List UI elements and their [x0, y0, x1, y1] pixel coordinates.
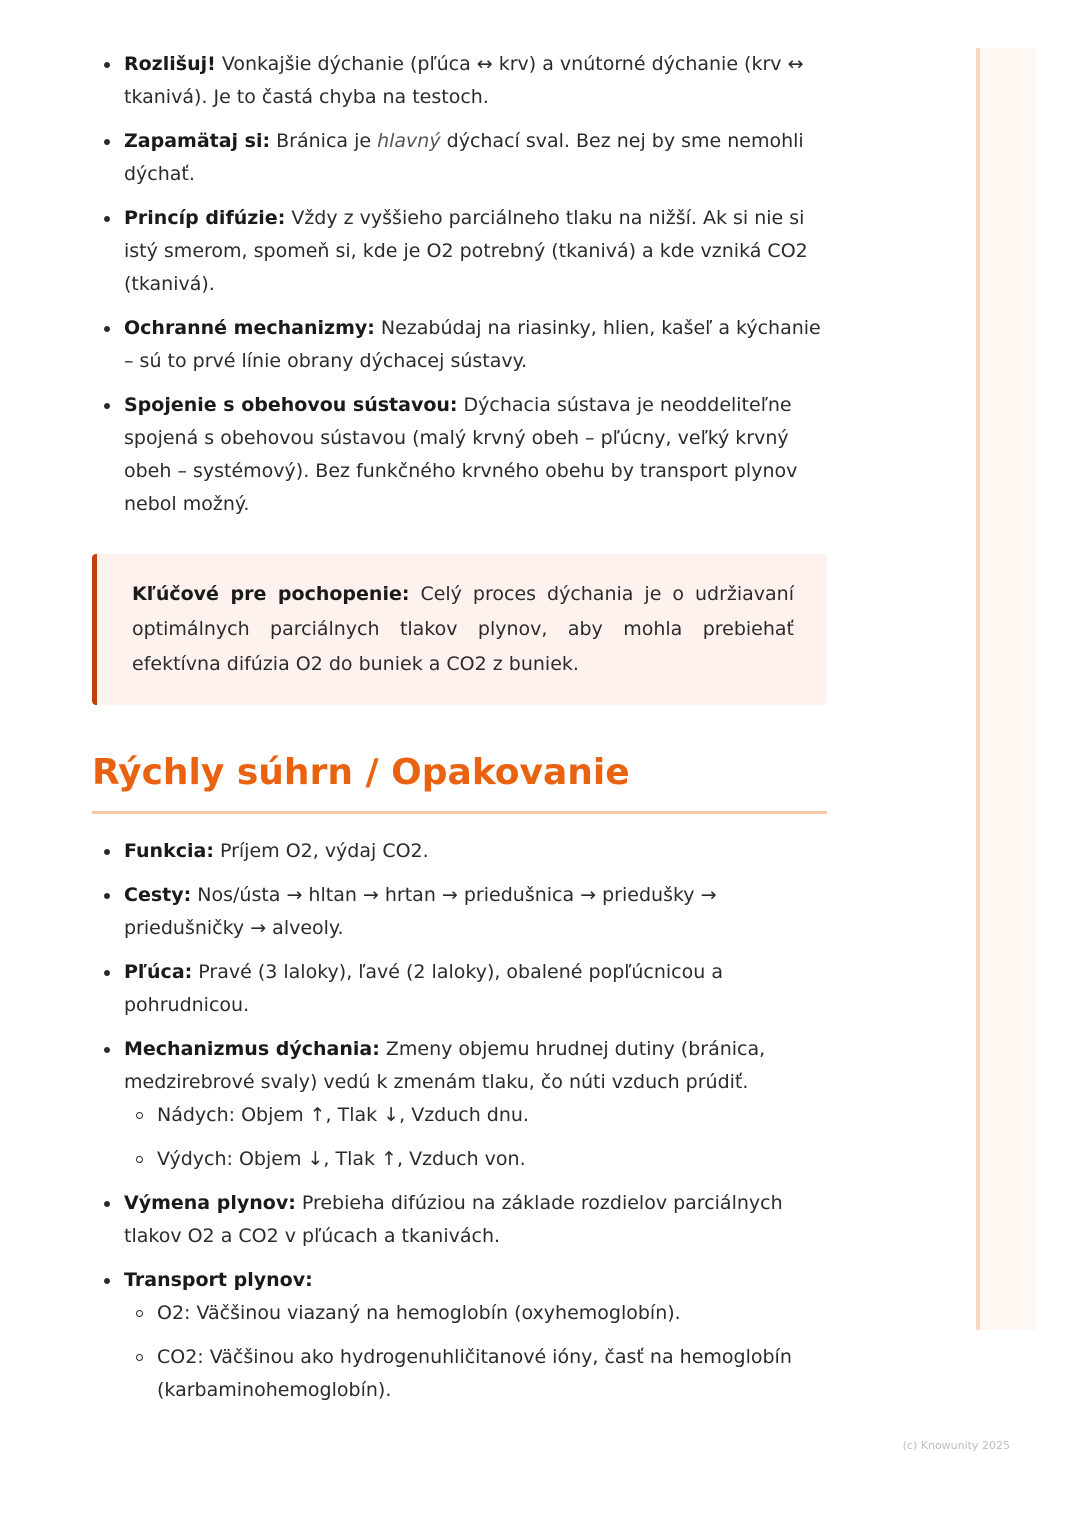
sub-list [124, 1297, 827, 1407]
summary-text: Prebieha difúziou na základe rozdielov parciálnych tlakov O2 a CO2 v pľúcach a tkanivách. [124, 1192, 783, 1247]
summary-item [92, 1033, 827, 1176]
tip-text: Vonkajšie dýchanie (pľúca ↔ krv) a vnútorné dýchanie (krv ↔ tkanivá). Je to častá chyba na testoch. [124, 53, 804, 108]
sub-item: CO2: Väčšinou ako hydrogenuhličitanové ióny, časť na hemoglobín (karbaminohemoglobín). [124, 1341, 827, 1407]
summary-label: Výmena plynov: [124, 1192, 296, 1214]
summary-text: Pravé (3 laloky), ľavé (2 laloky), obalené popľúcnicou a pohrudnicou. [124, 961, 723, 1016]
tip-label: Rozlišuj! [124, 53, 216, 75]
summary-item [92, 879, 827, 945]
tips-list [92, 48, 827, 521]
summary-item [92, 835, 827, 868]
tip-item [92, 312, 827, 378]
summary-item [92, 956, 827, 1022]
summary-label: Transport plynov: [124, 1269, 313, 1291]
tip-emphasis: hlavný [377, 130, 441, 152]
summary-list [92, 835, 827, 1407]
summary-label: Cesty: [124, 884, 192, 906]
tip-item [92, 389, 827, 521]
tip-item [92, 202, 827, 301]
tip-label: Spojenie s obehovou sústavou: [124, 394, 458, 416]
tip-label: Ochranné mechanizmy: [124, 317, 375, 339]
callout-text: Celý proces dýchania je o udržiavaní optimálnych parciálnych tlakov plynov, aby mohla prebiehať efektívna difúzia O2 do buniek a CO2 z buniek. [132, 583, 794, 675]
tip-text: Nezabúdaj na riasinky, hlien, kašeľ a kýchanie – sú to prvé línie obrany dýchacej sústavy. [124, 317, 821, 372]
document-content [92, 48, 827, 1418]
summary-label: Pľúca: [124, 961, 193, 983]
summary-label: Mechanizmus dýchania: [124, 1038, 380, 1060]
summary-label: Funkcia: [124, 840, 214, 862]
tip-label: Princíp difúzie: [124, 207, 286, 229]
tip-text: Dýchacia sústava je neoddeliteľne spojená s obehovou sústavou (malý krvný obeh – pľúcny, veľký krvný obeh – systémový). Bez funkčného krvného obehu by transport plynov nebol možný. [124, 394, 798, 515]
summary-text: Príjem O2, výdaj CO2. [213, 840, 429, 862]
copyright-footer: (c) Knowunity 2025 [902, 1439, 1010, 1452]
sub-list [124, 1099, 827, 1176]
summary-item [92, 1187, 827, 1253]
tip-item [92, 125, 827, 191]
tip-text: dýchací sval. Bez nej by sme nemohli dýchať. [124, 130, 804, 185]
sub-item: O2: Väčšinou viazaný na hemoglobín (oxyhemoglobín). [124, 1297, 827, 1330]
key-insight-callout [92, 554, 827, 705]
tip-text: Bránica je [270, 130, 378, 152]
side-margin-panel [976, 48, 1036, 1330]
sub-item: Výdych: Objem ↓, Tlak ↑, Vzduch von. [124, 1143, 827, 1176]
tip-text: Vždy z vyššieho parciálneho tlaku na nižší. Ak si nie si istý smerom, spomeň si, kde je O2 potrebný (tkanivá) a kde vzniká CO2 (tkanivá). [124, 207, 808, 295]
summary-text: Nos/ústa → hltan → hrtan → priedušnica → priedušky → priedušničky → alveoly. [124, 884, 717, 939]
summary-item [92, 1264, 827, 1407]
summary-text: Zmeny objemu hrudnej dutiny (bránica, medzirebrové svaly) vedú k zmenám tlaku, čo núti vzduch prúdiť. [124, 1038, 766, 1093]
tip-item [92, 48, 827, 114]
callout-label: Kľúčové pre pochopenie: [132, 583, 410, 605]
tip-label: Zapamätaj si: [124, 130, 271, 152]
sub-item: Nádych: Objem ↑, Tlak ↓, Vzduch dnu. [124, 1099, 827, 1132]
section-title: Rýchly súhrn / Opakovanie [92, 751, 827, 814]
